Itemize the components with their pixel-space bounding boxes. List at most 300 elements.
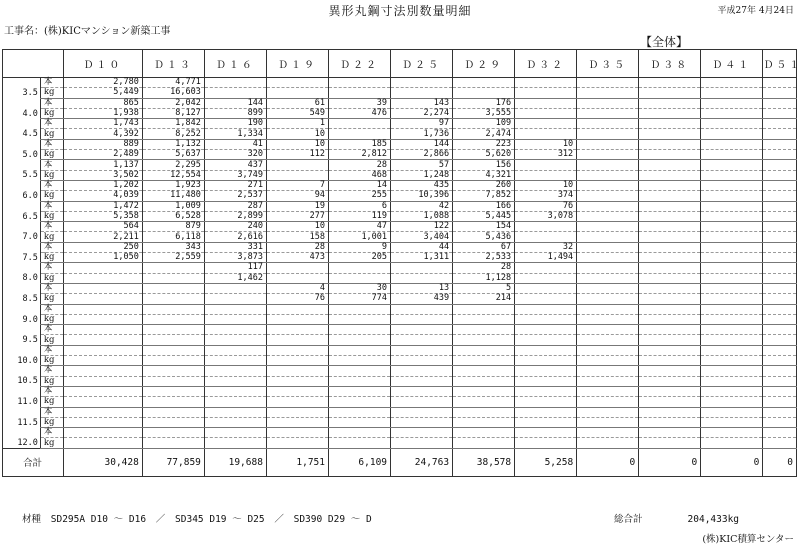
weight-cell [328, 129, 390, 139]
count-cell [328, 386, 390, 396]
weight-cell: 10 [266, 129, 328, 139]
length-label: 12.0 [3, 428, 41, 449]
count-cell [639, 139, 701, 149]
unit-count-label: 本 [40, 242, 63, 252]
table-row [3, 417, 797, 427]
weight-cell [701, 314, 763, 324]
unit-count-label: 本 [40, 119, 63, 129]
count-cell [639, 201, 701, 211]
weight-cell [266, 397, 328, 407]
weight-cell: 4,392 [63, 129, 142, 139]
weight-cell [577, 314, 639, 324]
weight-cell: 3,078 [515, 211, 577, 221]
count-cell [639, 242, 701, 252]
weight-cell [515, 438, 577, 448]
count-cell [328, 263, 390, 273]
weight-cell [701, 211, 763, 221]
count-cell: 30 [328, 283, 390, 293]
weight-cell [577, 108, 639, 118]
length-label: 3.5 [3, 78, 41, 99]
weight-cell [63, 273, 142, 283]
count-cell [515, 263, 577, 273]
weight-cell [763, 108, 797, 118]
total-cell: 0 [577, 448, 639, 476]
weight-cell [577, 211, 639, 221]
weight-cell [763, 314, 797, 324]
weight-cell [266, 438, 328, 448]
count-cell: 144 [204, 98, 266, 108]
weight-cell [763, 211, 797, 221]
count-cell [391, 386, 453, 396]
count-cell: 1,132 [142, 139, 204, 149]
material-sep-1: ／ [155, 514, 166, 525]
count-cell [701, 222, 763, 232]
count-cell: 143 [391, 98, 453, 108]
unit-weight-label: kg [40, 273, 63, 283]
weight-cell: 476 [328, 108, 390, 118]
weight-cell [63, 294, 142, 304]
weight-cell [63, 417, 142, 427]
weight-cell [515, 294, 577, 304]
count-cell [391, 345, 453, 355]
count-cell: 4,771 [142, 78, 204, 88]
count-cell: 865 [63, 98, 142, 108]
weight-cell: 5,637 [142, 150, 204, 160]
company-name: (株)KIC積算センター [702, 534, 794, 545]
weight-cell: 2,559 [142, 253, 204, 263]
weight-cell: 11,480 [142, 191, 204, 201]
count-cell: 250 [63, 242, 142, 252]
count-cell [763, 98, 797, 108]
count-cell: 5 [453, 283, 515, 293]
table-row [3, 438, 797, 448]
count-cell [453, 78, 515, 88]
weight-cell: 4,321 [453, 170, 515, 180]
unit-count-label: 本 [40, 160, 63, 170]
count-cell [763, 263, 797, 273]
weight-cell [577, 273, 639, 283]
weight-cell [453, 376, 515, 386]
count-cell [515, 386, 577, 396]
weight-cell: 2,489 [63, 150, 142, 160]
count-cell [701, 180, 763, 190]
table-row [3, 222, 797, 232]
unit-count-label: 本 [40, 283, 63, 293]
count-cell [577, 325, 639, 335]
length-label: 4.5 [3, 119, 41, 140]
weight-cell [577, 294, 639, 304]
weight-cell [763, 170, 797, 180]
table-row [3, 191, 797, 201]
count-cell [639, 160, 701, 170]
count-cell [453, 407, 515, 417]
weight-cell [266, 417, 328, 427]
weight-cell [328, 397, 390, 407]
unit-count-label: 本 [40, 428, 63, 438]
count-cell [639, 98, 701, 108]
count-cell: 1,923 [142, 180, 204, 190]
unit-weight-label: kg [40, 232, 63, 242]
count-cell: 61 [266, 98, 328, 108]
weight-cell: 1,334 [204, 129, 266, 139]
table-row [3, 88, 797, 98]
weight-cell [142, 438, 204, 448]
weight-cell: 7,852 [453, 191, 515, 201]
material-spec-2: SD345 D19 〜 D25 [175, 514, 265, 525]
weight-cell [763, 88, 797, 98]
weight-cell: 1,462 [204, 273, 266, 283]
table-row [3, 170, 797, 180]
count-cell [515, 283, 577, 293]
count-cell [701, 407, 763, 417]
count-cell [204, 345, 266, 355]
count-cell: 331 [204, 242, 266, 252]
weight-cell: 6,528 [142, 211, 204, 221]
weight-cell [763, 129, 797, 139]
weight-cell [763, 417, 797, 427]
count-cell [515, 325, 577, 335]
count-cell: 435 [391, 180, 453, 190]
count-cell [577, 407, 639, 417]
count-cell [142, 263, 204, 273]
count-cell: 223 [453, 139, 515, 149]
weight-cell [639, 438, 701, 448]
count-cell [701, 304, 763, 314]
count-cell [515, 98, 577, 108]
count-cell [391, 304, 453, 314]
weight-cell [639, 376, 701, 386]
table-row [3, 253, 797, 263]
weight-cell [142, 417, 204, 427]
table-row [3, 232, 797, 242]
total-cell: 30,428 [63, 448, 142, 476]
unit-weight-label: kg [40, 376, 63, 386]
count-cell [328, 325, 390, 335]
weight-cell [391, 335, 453, 345]
count-cell [701, 242, 763, 252]
total-cell: 24,763 [391, 448, 453, 476]
count-cell [328, 304, 390, 314]
weight-cell [639, 253, 701, 263]
material-label: 材種 [22, 514, 42, 525]
unit-weight-label: kg [40, 417, 63, 427]
weight-cell: 1,736 [391, 129, 453, 139]
count-cell [328, 428, 390, 438]
count-cell [266, 160, 328, 170]
weight-cell [701, 88, 763, 98]
count-cell [577, 160, 639, 170]
column-header: Ｄ４１ [701, 50, 763, 78]
weight-cell [391, 273, 453, 283]
table-row [3, 397, 797, 407]
count-cell [63, 366, 142, 376]
weight-cell: 3,873 [204, 253, 266, 263]
weight-cell: 320 [204, 150, 266, 160]
unit-count-label: 本 [40, 407, 63, 417]
count-cell [763, 345, 797, 355]
count-cell [266, 325, 328, 335]
count-cell [142, 386, 204, 396]
total-cell: 77,859 [142, 448, 204, 476]
table-header-row [3, 50, 797, 78]
count-cell [391, 263, 453, 273]
column-header: Ｄ１６ [204, 50, 266, 78]
weight-cell [577, 335, 639, 345]
weight-cell [701, 417, 763, 427]
weight-cell [577, 356, 639, 366]
table-row [3, 108, 797, 118]
weight-cell [639, 150, 701, 160]
unit-count-label: 本 [40, 222, 63, 232]
weight-cell [763, 232, 797, 242]
count-cell [142, 325, 204, 335]
column-header: Ｄ２９ [453, 50, 515, 78]
column-header: Ｄ１９ [266, 50, 328, 78]
count-cell [763, 201, 797, 211]
weight-cell: 774 [328, 294, 390, 304]
weight-cell [701, 232, 763, 242]
count-cell [763, 325, 797, 335]
count-cell: 879 [142, 222, 204, 232]
weight-cell [639, 314, 701, 324]
total-cell: 0 [639, 448, 701, 476]
weight-cell: 5,445 [453, 211, 515, 221]
count-cell: 889 [63, 139, 142, 149]
grand-total-value: 204,433kg [687, 514, 740, 525]
weight-cell [639, 356, 701, 366]
count-cell [577, 386, 639, 396]
weight-cell [701, 376, 763, 386]
count-cell [391, 366, 453, 376]
weight-cell: 1,001 [328, 232, 390, 242]
count-cell [63, 304, 142, 314]
weight-cell [763, 253, 797, 263]
weight-cell: 2,866 [391, 150, 453, 160]
weight-cell [328, 376, 390, 386]
count-cell [453, 345, 515, 355]
count-cell [701, 98, 763, 108]
weight-cell: 1,088 [391, 211, 453, 221]
unit-count-label: 本 [40, 139, 63, 149]
count-cell [142, 304, 204, 314]
length-label: 11.5 [3, 407, 41, 428]
weight-cell [577, 129, 639, 139]
weight-cell [204, 88, 266, 98]
count-cell [204, 407, 266, 417]
weight-cell: 5,449 [63, 88, 142, 98]
weight-cell: 1,248 [391, 170, 453, 180]
count-cell [63, 283, 142, 293]
total-cell: 19,688 [204, 448, 266, 476]
weight-cell [701, 294, 763, 304]
count-cell [577, 98, 639, 108]
weight-cell [763, 294, 797, 304]
weight-cell [701, 335, 763, 345]
length-label: 9.5 [3, 325, 41, 346]
count-cell [701, 366, 763, 376]
count-cell [701, 263, 763, 273]
weight-cell: 3,404 [391, 232, 453, 242]
count-cell [328, 119, 390, 129]
grand-total-label: 総合計 [614, 514, 643, 525]
column-header: Ｄ１３ [142, 50, 204, 78]
weight-cell [639, 294, 701, 304]
weight-cell [63, 356, 142, 366]
weight-cell [701, 397, 763, 407]
weight-cell [701, 150, 763, 160]
column-header: Ｄ５１ [763, 50, 797, 78]
weight-cell [515, 232, 577, 242]
count-cell [639, 386, 701, 396]
count-cell: 10 [266, 139, 328, 149]
count-cell [701, 325, 763, 335]
weight-cell [266, 88, 328, 98]
count-cell [63, 325, 142, 335]
length-label: 6.5 [3, 201, 41, 222]
count-cell: 343 [142, 242, 204, 252]
count-cell [515, 428, 577, 438]
weight-cell [266, 376, 328, 386]
weight-cell [142, 335, 204, 345]
weight-cell [391, 438, 453, 448]
weight-cell [515, 108, 577, 118]
weight-cell [701, 108, 763, 118]
weight-cell [266, 170, 328, 180]
count-cell [453, 428, 515, 438]
weight-cell [639, 191, 701, 201]
unit-count-label: 本 [40, 325, 63, 335]
count-cell: 76 [515, 201, 577, 211]
count-cell [639, 325, 701, 335]
count-cell: 109 [453, 119, 515, 129]
count-cell: 1,743 [63, 119, 142, 129]
weight-cell: 16,603 [142, 88, 204, 98]
weight-cell [204, 314, 266, 324]
weight-cell [515, 397, 577, 407]
weight-cell [391, 376, 453, 386]
weight-cell: 468 [328, 170, 390, 180]
weight-cell [515, 356, 577, 366]
table-row [3, 263, 797, 273]
weight-cell: 3,749 [204, 170, 266, 180]
count-cell [204, 366, 266, 376]
weight-cell [763, 376, 797, 386]
unit-weight-label: kg [40, 314, 63, 324]
count-cell: 287 [204, 201, 266, 211]
weight-cell [701, 273, 763, 283]
table-row [3, 119, 797, 129]
count-cell [515, 366, 577, 376]
weight-cell: 76 [266, 294, 328, 304]
weight-cell [453, 88, 515, 98]
count-cell [515, 160, 577, 170]
count-cell [266, 78, 328, 88]
weight-cell [639, 108, 701, 118]
column-header: Ｄ２５ [391, 50, 453, 78]
length-label: 10.5 [3, 366, 41, 387]
weight-cell [63, 335, 142, 345]
weight-cell: 2,537 [204, 191, 266, 201]
count-cell: 7 [266, 180, 328, 190]
document-date: 平成27年 4月24日 [717, 6, 794, 16]
weight-cell [391, 314, 453, 324]
weight-cell [763, 397, 797, 407]
length-label: 7.0 [3, 222, 41, 243]
totals-label: 合計 [3, 448, 64, 476]
weight-cell: 214 [453, 294, 515, 304]
table-row [3, 376, 797, 386]
unit-weight-label: kg [40, 356, 63, 366]
weight-cell [453, 314, 515, 324]
table-row [3, 356, 797, 366]
count-cell [453, 325, 515, 335]
weight-cell [763, 150, 797, 160]
weight-cell [763, 191, 797, 201]
count-cell [266, 304, 328, 314]
material-spec-3: SD390 D29 〜 D [293, 514, 372, 525]
count-cell [701, 139, 763, 149]
unit-weight-label: kg [40, 438, 63, 448]
count-cell [515, 222, 577, 232]
weight-cell [515, 273, 577, 283]
count-cell: 57 [391, 160, 453, 170]
table-row [3, 294, 797, 304]
table-row [3, 314, 797, 324]
weight-cell [142, 273, 204, 283]
count-cell: 97 [391, 119, 453, 129]
count-cell [763, 386, 797, 396]
unit-count-label: 本 [40, 78, 63, 88]
count-cell [701, 345, 763, 355]
weight-cell: 2,211 [63, 232, 142, 242]
count-cell: 1,137 [63, 160, 142, 170]
unit-weight-label: kg [40, 170, 63, 180]
count-cell [577, 180, 639, 190]
count-cell: 13 [391, 283, 453, 293]
weight-cell [266, 335, 328, 345]
unit-count-label: 本 [40, 201, 63, 211]
table-row [3, 325, 797, 335]
weight-cell [701, 356, 763, 366]
weight-cell [453, 356, 515, 366]
count-cell [63, 263, 142, 273]
weight-cell: 8,252 [142, 129, 204, 139]
count-cell [204, 386, 266, 396]
table-row [3, 273, 797, 283]
count-cell [577, 242, 639, 252]
count-cell [639, 283, 701, 293]
length-label: 5.5 [3, 160, 41, 181]
weight-cell [142, 397, 204, 407]
total-cell: 0 [763, 448, 797, 476]
count-cell: 41 [204, 139, 266, 149]
weight-cell: 255 [328, 191, 390, 201]
count-cell: 39 [328, 98, 390, 108]
count-cell [142, 283, 204, 293]
weight-cell [391, 397, 453, 407]
weight-cell [328, 417, 390, 427]
count-cell [142, 428, 204, 438]
count-cell: 271 [204, 180, 266, 190]
table-row [3, 366, 797, 376]
table-row [3, 428, 797, 438]
count-cell [204, 428, 266, 438]
table-row [3, 283, 797, 293]
weight-cell [701, 191, 763, 201]
length-label: 6.0 [3, 180, 41, 201]
count-cell [701, 386, 763, 396]
count-cell [639, 366, 701, 376]
